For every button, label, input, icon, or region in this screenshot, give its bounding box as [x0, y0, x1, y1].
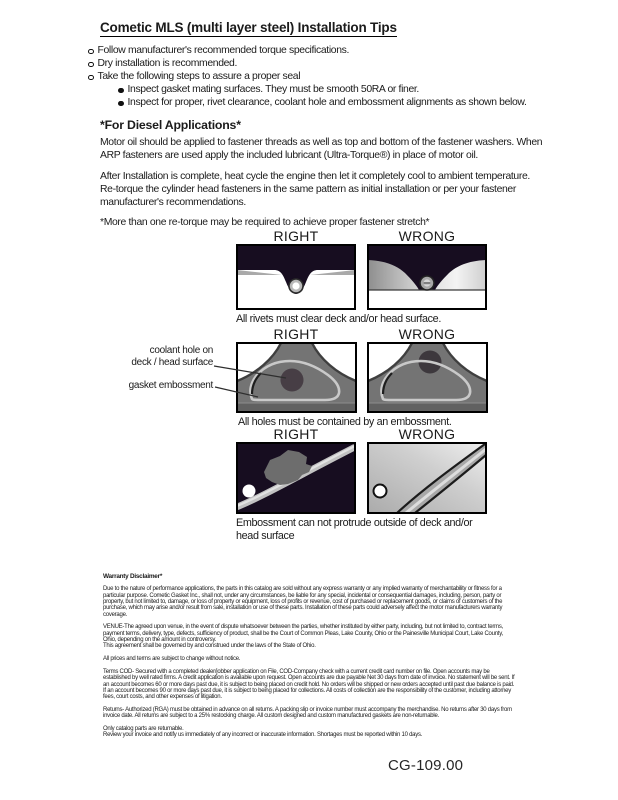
- coolant-hole-annotation: coolant hole on deck / head surface: [131, 345, 213, 368]
- rivet-right-diagram: [236, 244, 356, 310]
- row1-wrong-label: WRONG: [398, 228, 456, 244]
- warranty-heading: Warranty Disclaimer*: [103, 573, 163, 580]
- tip-text: Follow manufacturer's recommended torque specifications.: [97, 45, 350, 56]
- warranty-paragraph: Only catalog parts are returnable. Review your invoice and notify us immediately of any incorrect or inaccurate information. Shortages must be reported within 10 days.: [103, 726, 423, 739]
- protrusion-right-diagram: [236, 442, 356, 514]
- catalog-number: CG-109.00: [388, 757, 464, 774]
- row3-wrong-label: WRONG: [398, 426, 456, 442]
- list-item: [118, 96, 558, 109]
- row3-right-label: RIGHT: [273, 426, 319, 442]
- diesel-heading: *For Diesel Applications*: [100, 118, 241, 132]
- warranty-paragraph: Due to the nature of performance applications, the parts in this catalog are sold without any express warranty or any implied warranty of merchantability or fitness for a particular purpose. Cometic Gasket Inc., shall not, under any circumstances, be liable for any special, incidental or consequential damages, including, person, party or property, but not limited to, damage, or loss of property or equipment, loss of profits or revenue, cost of purchased or replacement goods, or claims of customers of the purchase, which may arise and/or result from sale, installation or use of these parts. Installation of these parts could adversely affect the motor manufacturers warranty coverage.: [103, 586, 503, 618]
- row3-caption: Embossment can not protrude outside of deck and/or head surface: [236, 517, 473, 542]
- diesel-note: *More than one re-torque may be required to achieve proper fastener stretch*: [100, 217, 430, 228]
- list-item: [118, 83, 558, 96]
- row1-right-label: RIGHT: [273, 228, 319, 244]
- tip-text: Take the following steps to assure a proper seal: [97, 71, 301, 82]
- warranty-disclaimer: [103, 574, 517, 745]
- open-bullet-icon: [88, 75, 94, 81]
- filled-bullet-icon: [118, 88, 124, 94]
- list-item: [88, 70, 558, 83]
- row2-wrong-label: WRONG: [398, 326, 456, 342]
- row2-right-label: RIGHT: [273, 326, 319, 342]
- row2-caption: All holes must be contained by an embossment.: [238, 416, 452, 428]
- diesel-section: [100, 136, 543, 237]
- list-item: [88, 44, 558, 57]
- protrusion-wrong-diagram: [367, 442, 487, 514]
- warranty-paragraph: All prices and terms are subject to change without notice.: [103, 656, 241, 663]
- tip-text: Dry installation is recommended.: [97, 58, 238, 69]
- gasket-embossment-annotation: gasket embossment: [128, 380, 213, 391]
- open-bullet-icon: [88, 62, 94, 68]
- diesel-paragraph: After Installation is complete, heat cycle the engine then let it completely cool to ambient temperature. Re-torque the cylinder head fasteners in the same pattern as initial installation or per your fastener manufacturer's recommendations.: [100, 170, 530, 208]
- list-item: [88, 57, 558, 70]
- installation-tips-list: [88, 44, 558, 109]
- rivet-wrong-diagram: [367, 244, 487, 310]
- bolt-hole: [243, 485, 256, 498]
- embossment-wrong-diagram: [367, 342, 488, 413]
- filled-bullet-icon: [118, 101, 124, 107]
- warranty-paragraph: Returns- Authorized (RGA) must be obtained in advance on all returns. A packing slip or invoice number must accompany the merchandise. No returns after 30 days from invoice date. All returns are subject to a 25% restocking charge. All custom designed and custom manufactured gaskets are non-returnable.: [103, 707, 512, 720]
- tip-text: Inspect gasket mating surfaces. They must be smooth 50RA or finer.: [127, 84, 419, 95]
- bolt-hole: [374, 485, 387, 498]
- coolant-hole: [281, 369, 304, 392]
- warranty-paragraph: VENUE-The agreed upon venue, in the event of dispute whatsoever between the parties, whether instituted by either party, including, but not limited to, contract terms, payment terms, delivery, type, defects, sufficiency of product, shall be the Court of Common Pleas, Lake County, Ohio or the Painesville Municipal Court, Lake County, Ohio, depending on the amount in controversy. This agreement shall be governed by and construed under the laws of the State of Ohio.: [103, 624, 504, 650]
- row1-caption: All rivets must clear deck and/or head surface.: [236, 313, 441, 325]
- embossment-right-diagram: [236, 342, 357, 413]
- tip-text: Inspect for proper, rivet clearance, coolant hole and embossment alignments as shown below.: [127, 97, 527, 108]
- open-bullet-icon: [88, 49, 94, 55]
- warranty-paragraph: Terms COD- Secured with a completed dealer/jobber application on File, COD-Company check with a current credit card number on file. Open accounts may be established by well rated firms. A credit application is available upon request. Open accounts are due payable Net 30 days from date of invoice. No statement will be sent. If an account becomes 60 or more days past due, it is subject to being placed on credit hold. No orders will be shipped or new orders accepted until past due balance is paid. If an account becomes 90 or more days past due, it is subject to being placed for collections. All costs of collection are the responsibility of the customer, including attorney fees, court costs, and other expenses of litigation.: [103, 668, 515, 701]
- page-title: Cometic MLS (multi layer steel) Installation Tips: [100, 20, 397, 35]
- diesel-paragraph: Motor oil should be applied to fastener threads as well as top and bottom of the fastener washers. When ARP fasteners are used apply the included lubricant (Ultra-Torque®) in place of motor oil.: [100, 137, 543, 161]
